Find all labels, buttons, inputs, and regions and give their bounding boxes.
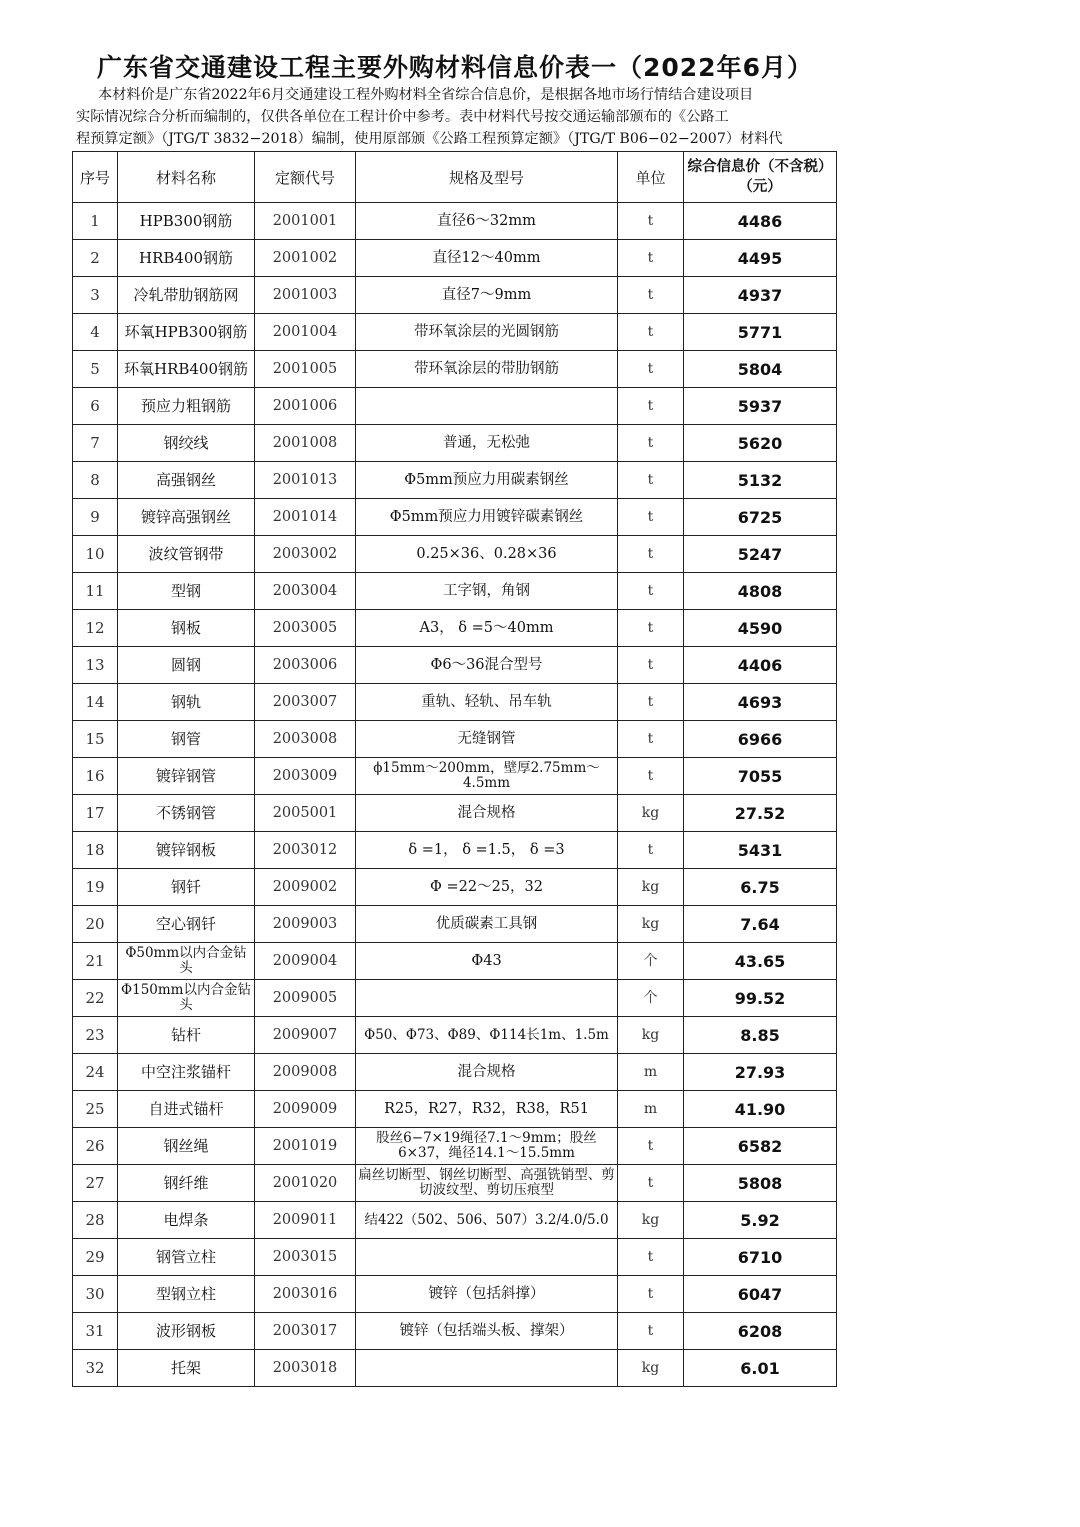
row-seq: 3 — [73, 277, 118, 314]
table-row — [73, 240, 837, 277]
price-value: 4808 — [684, 573, 837, 610]
table-row — [73, 1239, 837, 1276]
quota-code: 2003017 — [255, 1313, 356, 1350]
material-name: 钢纤维 — [118, 1165, 255, 1202]
unit: kg — [618, 795, 684, 832]
quota-code: 2001008 — [255, 425, 356, 462]
material-name: 镀锌高强钢丝 — [118, 499, 255, 536]
row-seq: 27 — [73, 1165, 118, 1202]
unit: m — [618, 1091, 684, 1128]
quota-code: 2003018 — [255, 1350, 356, 1387]
row-seq: 21 — [73, 943, 118, 980]
row-seq: 1 — [73, 203, 118, 240]
row-seq: 18 — [73, 832, 118, 869]
row-seq: 8 — [73, 462, 118, 499]
row-seq: 22 — [73, 980, 118, 1017]
quota-code: 2001002 — [255, 240, 356, 277]
unit: kg — [618, 869, 684, 906]
table-row — [73, 684, 837, 721]
price-value: 5247 — [684, 536, 837, 573]
material-name: HPB300钢筋 — [118, 203, 255, 240]
quota-code: 2001005 — [255, 351, 356, 388]
spec-model: 工字钢，角钢 — [356, 573, 618, 610]
material-name: 镀锌钢管 — [118, 758, 255, 795]
row-seq: 32 — [73, 1350, 118, 1387]
price-value: 7055 — [684, 758, 837, 795]
spec-model: Φ6～36混合型号 — [356, 647, 618, 684]
price-value: 5132 — [684, 462, 837, 499]
unit: 个 — [618, 943, 684, 980]
table-row — [73, 314, 837, 351]
unit: t — [618, 351, 684, 388]
header-code: 定额代号 — [255, 152, 356, 203]
header-spec: 规格及型号 — [356, 152, 618, 203]
table-row — [73, 906, 837, 943]
intro-line: 程预算定额》（JTG/T 3832−2018）编制，使用原部颁《公路工程预算定额》（JTG/T B06−02−2007）材料代 — [76, 131, 783, 147]
table-row — [73, 943, 837, 980]
unit: t — [618, 832, 684, 869]
spec-model: R25，R27，R32，R38，R51 — [356, 1091, 618, 1128]
row-seq: 30 — [73, 1276, 118, 1313]
spec-model: 直径7～9mm — [356, 277, 618, 314]
table-row — [73, 758, 837, 795]
table-row — [73, 1276, 837, 1313]
price-value: 4486 — [684, 203, 837, 240]
price-value: 6.75 — [684, 869, 837, 906]
table-row — [73, 536, 837, 573]
price-value: 6582 — [684, 1128, 837, 1165]
material-name: 环氧HPB300钢筋 — [118, 314, 255, 351]
quota-code: 2001004 — [255, 314, 356, 351]
quota-code: 2003005 — [255, 610, 356, 647]
price-value: 5808 — [684, 1165, 837, 1202]
unit: t — [618, 388, 684, 425]
material-name: 型钢立柱 — [118, 1276, 255, 1313]
spec-model: 无缝钢管 — [356, 721, 618, 758]
price-value: 6208 — [684, 1313, 837, 1350]
spec-model — [356, 1239, 618, 1276]
row-seq: 11 — [73, 573, 118, 610]
row-seq: 10 — [73, 536, 118, 573]
spec-model: Φ50、Φ73、Φ89、Φ114长1m、1.5m — [356, 1017, 618, 1054]
table-row — [73, 425, 837, 462]
quota-code: 2003016 — [255, 1276, 356, 1313]
material-name: 空心钢钎 — [118, 906, 255, 943]
material-name: Φ50mm以内合金钻头 — [118, 943, 255, 980]
spec-model: 股丝6−7×19绳径7.1～9mm；股丝6×37，绳径14.1～15.5mm — [356, 1128, 618, 1165]
material-name: 镀锌钢板 — [118, 832, 255, 869]
unit: t — [618, 721, 684, 758]
header-seq: 序号 — [73, 152, 118, 203]
quota-code: 2001013 — [255, 462, 356, 499]
unit: m — [618, 1054, 684, 1091]
unit: t — [618, 277, 684, 314]
material-name: 自进式锚杆 — [118, 1091, 255, 1128]
material-name: 钢管立柱 — [118, 1239, 255, 1276]
quota-code: 2001014 — [255, 499, 356, 536]
spec-model: 混合规格 — [356, 1054, 618, 1091]
spec-model: A3， δ =5～40mm — [356, 610, 618, 647]
spec-model: 混合规格 — [356, 795, 618, 832]
unit: t — [618, 758, 684, 795]
table-row — [73, 1202, 837, 1239]
spec-model: 优质碳素工具钢 — [356, 906, 618, 943]
material-name: 波纹管钢带 — [118, 536, 255, 573]
spec-model: 普通，无松弛 — [356, 425, 618, 462]
price-value: 27.52 — [684, 795, 837, 832]
spec-model: Φ5mm预应力用镀锌碳素钢丝 — [356, 499, 618, 536]
price-value: 5804 — [684, 351, 837, 388]
price-value: 4590 — [684, 610, 837, 647]
page-title: 广东省交通建设工程主要外购材料信息价表一（2022年6月） — [97, 53, 813, 82]
row-seq: 2 — [73, 240, 118, 277]
unit: kg — [618, 1350, 684, 1387]
header-price: 综合信息价（不含税）（元） — [684, 152, 837, 203]
spec-model: 扁丝切断型、钢丝切断型、高强铣销型、剪切波纹型、剪切压痕型 — [356, 1165, 618, 1202]
unit: t — [618, 1165, 684, 1202]
price-value: 6.01 — [684, 1350, 837, 1387]
spec-model: 带环氧涂层的带肋钢筋 — [356, 351, 618, 388]
row-seq: 14 — [73, 684, 118, 721]
spec-model: 镀锌（包括斜撑） — [356, 1276, 618, 1313]
row-seq: 17 — [73, 795, 118, 832]
material-name: 圆钢 — [118, 647, 255, 684]
unit: t — [618, 462, 684, 499]
material-name: 中空注浆锚杆 — [118, 1054, 255, 1091]
quota-code: 2009002 — [255, 869, 356, 906]
table-row — [73, 203, 837, 240]
unit: kg — [618, 1202, 684, 1239]
unit: t — [618, 499, 684, 536]
unit: t — [618, 1239, 684, 1276]
quota-code: 2001001 — [255, 203, 356, 240]
table-row — [73, 351, 837, 388]
table-row — [73, 1017, 837, 1054]
material-name: 钢丝绳 — [118, 1128, 255, 1165]
spec-model: Φ43 — [356, 943, 618, 980]
unit: t — [618, 647, 684, 684]
quota-code: 2001006 — [255, 388, 356, 425]
material-name: 环氧HRB400钢筋 — [118, 351, 255, 388]
quota-code: 2003002 — [255, 536, 356, 573]
spec-model: 结422（502、506、507）3.2/4.0/5.0 — [356, 1202, 618, 1239]
spec-model — [356, 388, 618, 425]
material-name: 电焊条 — [118, 1202, 255, 1239]
table-row — [73, 573, 837, 610]
row-seq: 16 — [73, 758, 118, 795]
unit: t — [618, 1276, 684, 1313]
spec-model — [356, 980, 618, 1017]
quota-code: 2009008 — [255, 1054, 356, 1091]
price-value: 6047 — [684, 1276, 837, 1313]
price-value: 4495 — [684, 240, 837, 277]
price-value: 6710 — [684, 1239, 837, 1276]
spec-model — [356, 1350, 618, 1387]
price-value: 8.85 — [684, 1017, 837, 1054]
header-unit: 单位 — [618, 152, 684, 203]
row-seq: 4 — [73, 314, 118, 351]
table-row — [73, 1054, 837, 1091]
quota-code: 2003015 — [255, 1239, 356, 1276]
material-name: 钢板 — [118, 610, 255, 647]
material-name: 高强钢丝 — [118, 462, 255, 499]
table-row — [73, 462, 837, 499]
price-value: 5431 — [684, 832, 837, 869]
spec-model: Φ5mm预应力用碳素钢丝 — [356, 462, 618, 499]
table-body — [73, 203, 837, 1387]
quota-code: 2003012 — [255, 832, 356, 869]
material-name: 托架 — [118, 1350, 255, 1387]
material-name: 预应力粗钢筋 — [118, 388, 255, 425]
table-header-row — [73, 152, 837, 203]
material-name: 钢管 — [118, 721, 255, 758]
row-seq: 9 — [73, 499, 118, 536]
material-name: 波形钢板 — [118, 1313, 255, 1350]
row-seq: 26 — [73, 1128, 118, 1165]
unit: t — [618, 1313, 684, 1350]
table-row — [73, 795, 837, 832]
quota-code: 2009004 — [255, 943, 356, 980]
quota-code: 2003007 — [255, 684, 356, 721]
unit: t — [618, 240, 684, 277]
unit: kg — [618, 1017, 684, 1054]
table-row — [73, 647, 837, 684]
quota-code: 2001020 — [255, 1165, 356, 1202]
intro-paragraph — [76, 84, 836, 150]
quota-code: 2009009 — [255, 1091, 356, 1128]
table-row — [73, 1091, 837, 1128]
quota-code: 2003009 — [255, 758, 356, 795]
row-seq: 31 — [73, 1313, 118, 1350]
material-name: Φ150mm以内合金钻头 — [118, 980, 255, 1017]
material-name: 冷轧带肋钢筋网 — [118, 277, 255, 314]
spec-model: 直径6～32mm — [356, 203, 618, 240]
quota-code: 2009011 — [255, 1202, 356, 1239]
unit: t — [618, 1128, 684, 1165]
spec-model: 带环氧涂层的光圆钢筋 — [356, 314, 618, 351]
table-row — [73, 610, 837, 647]
row-seq: 29 — [73, 1239, 118, 1276]
price-value: 7.64 — [684, 906, 837, 943]
row-seq: 7 — [73, 425, 118, 462]
intro-line: 本材料价是广东省2022年6月交通建设工程外购材料全省综合信息价，是根据各地市场行情结合建设项目 — [98, 87, 754, 103]
table-row — [73, 1165, 837, 1202]
row-seq: 13 — [73, 647, 118, 684]
quota-code: 2001019 — [255, 1128, 356, 1165]
unit: t — [618, 610, 684, 647]
spec-model: Φ =22～25，32 — [356, 869, 618, 906]
unit: t — [618, 425, 684, 462]
price-value: 6725 — [684, 499, 837, 536]
material-name: 钻杆 — [118, 1017, 255, 1054]
price-value: 41.90 — [684, 1091, 837, 1128]
quota-code: 2009003 — [255, 906, 356, 943]
quota-code: 2005001 — [255, 795, 356, 832]
spec-model: 0.25×36、0.28×36 — [356, 536, 618, 573]
spec-model: ϕ15mm～200mm，壁厚2.75mm～4.5mm — [356, 758, 618, 795]
row-seq: 24 — [73, 1054, 118, 1091]
intro-line: 实际情况综合分析而编制的，仅供各单位在工程计价中参考。表中材料代号按交通运输部颁布的《公路工 — [76, 109, 729, 125]
material-name: 钢绞线 — [118, 425, 255, 462]
material-name: HRB400钢筋 — [118, 240, 255, 277]
row-seq: 19 — [73, 869, 118, 906]
row-seq: 20 — [73, 906, 118, 943]
quota-code: 2003008 — [255, 721, 356, 758]
table-row — [73, 1350, 837, 1387]
spec-model: δ =1， δ =1.5， δ =3 — [356, 832, 618, 869]
price-value: 43.65 — [684, 943, 837, 980]
quota-code: 2009007 — [255, 1017, 356, 1054]
row-seq: 25 — [73, 1091, 118, 1128]
unit: t — [618, 536, 684, 573]
material-name: 型钢 — [118, 573, 255, 610]
material-name: 钢轨 — [118, 684, 255, 721]
material-price-table — [72, 151, 837, 1387]
spec-model: 直径12～40mm — [356, 240, 618, 277]
price-value: 4406 — [684, 647, 837, 684]
spec-model: 重轨、轻轨、吊车轨 — [356, 684, 618, 721]
unit: 个 — [618, 980, 684, 1017]
material-name: 钢钎 — [118, 869, 255, 906]
unit: t — [618, 573, 684, 610]
price-value: 5937 — [684, 388, 837, 425]
row-seq: 15 — [73, 721, 118, 758]
row-seq: 23 — [73, 1017, 118, 1054]
header-name: 材料名称 — [118, 152, 255, 203]
table-row — [73, 832, 837, 869]
material-name: 不锈钢管 — [118, 795, 255, 832]
unit: t — [618, 684, 684, 721]
table-row — [73, 869, 837, 906]
price-value: 4937 — [684, 277, 837, 314]
row-seq: 28 — [73, 1202, 118, 1239]
table-row — [73, 388, 837, 425]
row-seq: 5 — [73, 351, 118, 388]
row-seq: 6 — [73, 388, 118, 425]
table-row — [73, 499, 837, 536]
unit: kg — [618, 906, 684, 943]
price-value: 27.93 — [684, 1054, 837, 1091]
table-row — [73, 980, 837, 1017]
price-value: 99.52 — [684, 980, 837, 1017]
unit: t — [618, 203, 684, 240]
quota-code: 2003006 — [255, 647, 356, 684]
quota-code: 2003004 — [255, 573, 356, 610]
table-row — [73, 1313, 837, 1350]
table-row — [73, 721, 837, 758]
unit: t — [618, 314, 684, 351]
quota-code: 2009005 — [255, 980, 356, 1017]
table-row — [73, 1128, 837, 1165]
spec-model: 镀锌（包括端头板、撑架） — [356, 1313, 618, 1350]
price-value: 5.92 — [684, 1202, 837, 1239]
table-row — [73, 277, 837, 314]
price-value: 4693 — [684, 684, 837, 721]
price-value: 5771 — [684, 314, 837, 351]
quota-code: 2001003 — [255, 277, 356, 314]
row-seq: 12 — [73, 610, 118, 647]
price-value: 5620 — [684, 425, 837, 462]
price-value: 6966 — [684, 721, 837, 758]
